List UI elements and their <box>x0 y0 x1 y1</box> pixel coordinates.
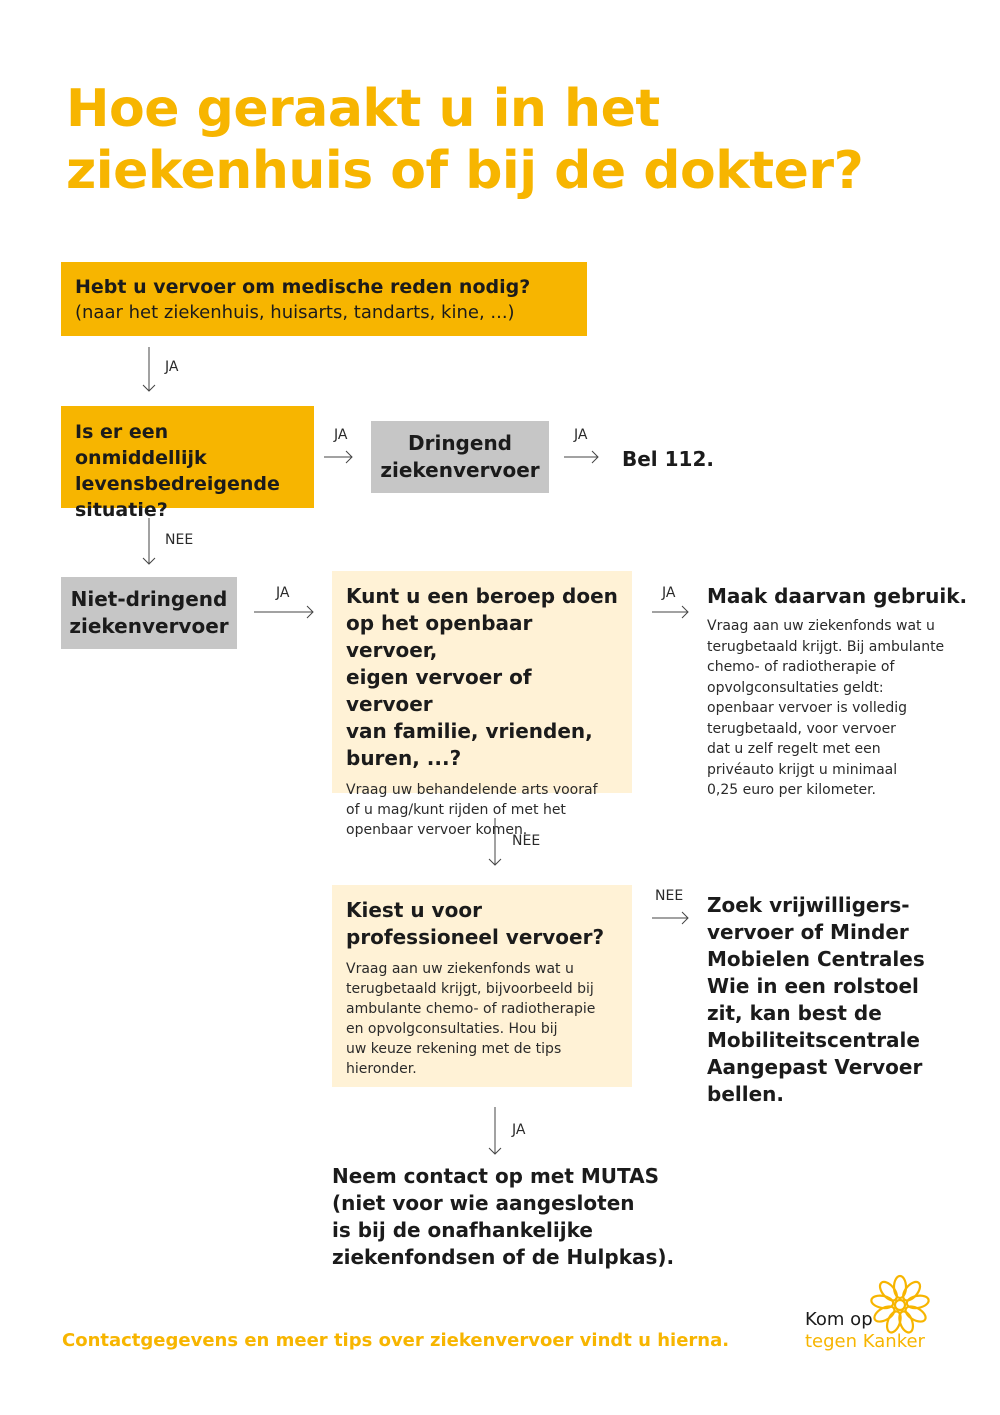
note-line: terugbetaald, voor vervoer <box>707 720 896 737</box>
urgent-transport-line-2: ziekenvervoer <box>380 458 540 482</box>
title-line-2: ziekenhuis of bij de dokter? <box>66 141 864 201</box>
note-line: openbaar vervoer is volledig <box>707 700 908 716</box>
question-transport-examples: (naar het ziekenhuis, huisarts, tandarts, kine, ...) <box>75 302 515 323</box>
answer-line: Wie in een rolstoel <box>707 974 919 998</box>
answer-line: is bij de onafhankelijke <box>332 1218 593 1242</box>
question-urgent-line-3: situatie? <box>75 499 168 521</box>
heading-line: van familie, vrienden, <box>346 719 593 743</box>
label-ja-bel: JA <box>574 427 588 443</box>
question-urgent-line-1: Is er een onmiddellijk <box>75 421 207 469</box>
label-nee-professional: NEE <box>655 888 684 904</box>
note-line: en opvolgconsultaties. Hou bij <box>346 1021 558 1037</box>
question-urgent-line-2: levensbedreigende <box>75 473 280 495</box>
non-urgent-line-1: Niet-dringend <box>70 587 228 611</box>
note-line: ambulante chemo- of radiotherapie <box>346 1001 596 1017</box>
arrow-down-public <box>489 818 501 865</box>
label-ja-public: JA <box>662 585 676 601</box>
arrow-right-non-urgent <box>254 606 313 618</box>
answer-line: vervoer of Minder <box>707 920 909 944</box>
arrow-right-professional <box>652 912 688 924</box>
question-transport-heading: Hebt u vervoer om medische reden nodig? <box>75 276 531 298</box>
label-ja-non-urgent: JA <box>276 585 290 601</box>
logo <box>805 1300 955 1360</box>
note-line: terugbetaald krijgt. Bij ambulante <box>707 638 945 655</box>
answer-line: ziekenfondsen of de Hulpkas). <box>332 1245 675 1269</box>
note-line: uw keuze rekening met de tips <box>346 1041 562 1057</box>
use-it-heading: Maak daarvan gebruik. <box>707 584 968 608</box>
arrow-down-1 <box>143 347 155 391</box>
call-112-text: Bel 112. <box>622 447 714 471</box>
logo-line-2: tegen Kanker <box>805 1331 925 1352</box>
non-urgent-line-2: ziekenvervoer <box>69 614 229 638</box>
answer-line: Mobiliteitscentrale <box>707 1028 920 1052</box>
label-ja-urgent: JA <box>334 427 348 443</box>
note-line: opvolgconsultaties geldt: <box>707 679 884 696</box>
answer-line: Aangepast Vervoer <box>707 1055 923 1079</box>
label-ja-professional: JA <box>512 1122 526 1138</box>
answer-line: zit, kan best de <box>707 1001 882 1025</box>
label-nee-public: NEE <box>512 833 541 849</box>
heading-line: Kiest u voor <box>346 898 482 922</box>
arrow-right-public <box>652 606 688 618</box>
note-line: of u mag/kunt rijden of met het <box>346 802 566 818</box>
note-line: Vraag aan uw ziekenfonds wat u <box>346 961 574 977</box>
answer-line: bellen. <box>707 1082 784 1106</box>
heading-line: buren, ...? <box>346 746 462 770</box>
note-line: Vraag uw behandelende arts vooraf <box>346 782 598 798</box>
heading-line: professioneel vervoer? <box>346 925 605 949</box>
heading-line: eigen vervoer of vervoer <box>346 665 532 716</box>
footer-note: Contactgegevens en meer tips over ziekenvervoer vindt u hierna. <box>62 1330 730 1351</box>
label-ja-transport: JA <box>165 359 179 375</box>
note-line: hieronder. <box>346 1061 417 1077</box>
answer-line: Neem contact op met MUTAS <box>332 1164 660 1188</box>
label-nee-urgent: NEE <box>165 532 194 548</box>
logo-line-1: Kom op <box>805 1309 873 1330</box>
urgent-transport-line-1: Dringend <box>408 431 512 455</box>
title-line-1: Hoe geraakt u in het <box>66 79 660 139</box>
heading-line: Kunt u een beroep doen <box>346 584 618 608</box>
note-line: dat u zelf regelt met een <box>707 741 881 757</box>
arrow-down-professional <box>489 1107 501 1154</box>
heading-line: op het openbaar vervoer, <box>346 611 533 662</box>
logo-text <box>805 1309 925 1353</box>
arrow-right-urgent <box>324 451 352 463</box>
note-line: Vraag aan uw ziekenfonds wat u <box>707 618 935 634</box>
note-line: openbaar vervoer komen. <box>346 822 528 838</box>
answer-line: Zoek vrijwilligers- <box>707 893 910 917</box>
note-line: chemo- of radiotherapie of <box>707 659 895 675</box>
answer-line: Mobielen Centrales <box>707 947 925 971</box>
note-line: terugbetaald krijgt, bijvoorbeeld bij <box>346 981 594 997</box>
answer-line: (niet voor wie aangesloten <box>332 1191 635 1215</box>
arrow-right-bel <box>564 451 598 463</box>
note-line: privéauto krijgt u minimaal <box>707 761 898 778</box>
note-line: 0,25 euro per kilometer. <box>707 782 877 798</box>
arrow-down-2 <box>143 518 155 564</box>
